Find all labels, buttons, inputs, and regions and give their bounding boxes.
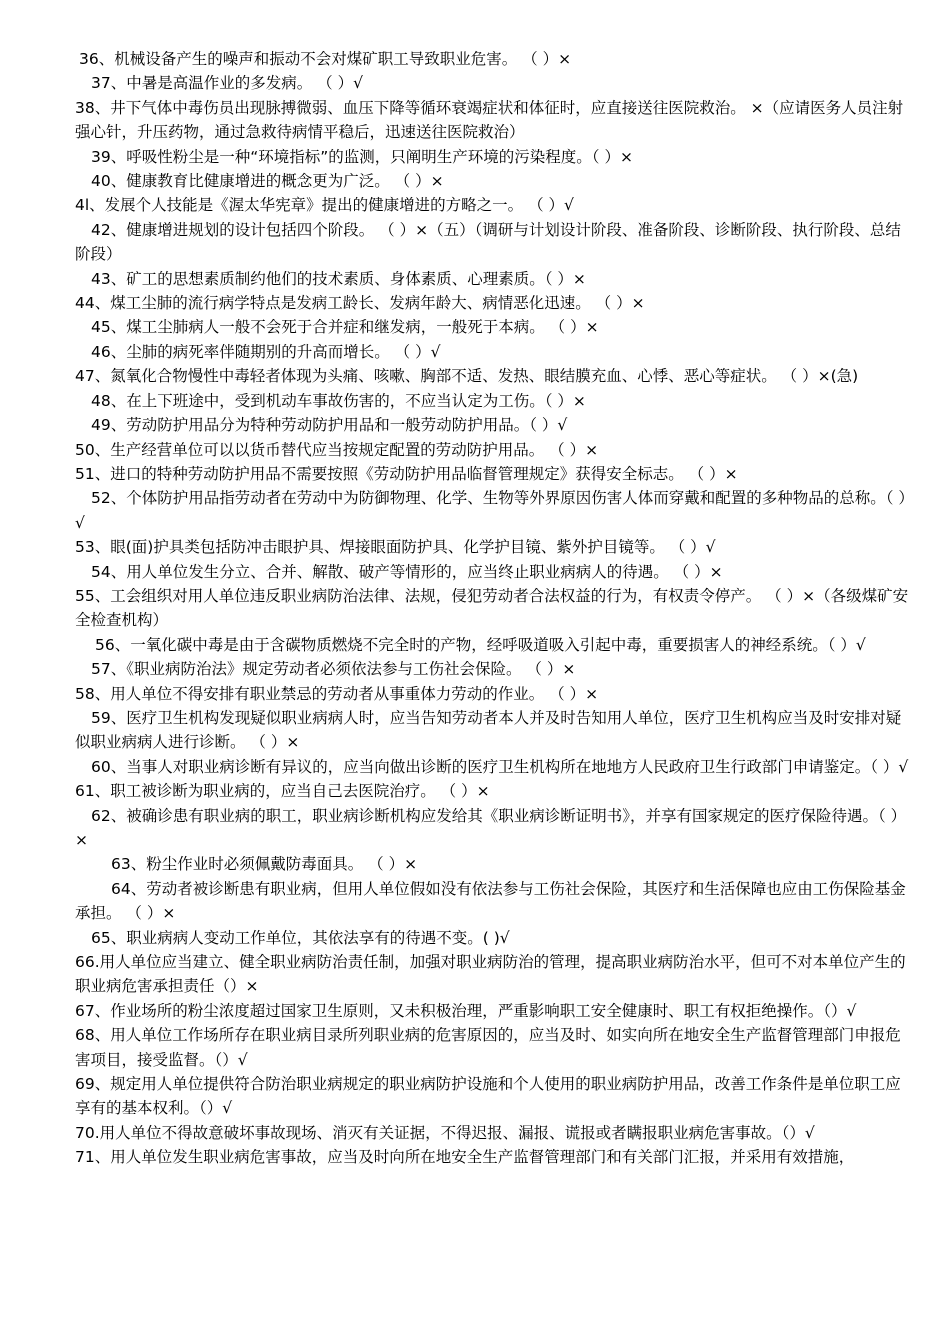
- question-51: 51、进口的特种劳动防护用品不需要按照《劳动防护用品临督管理规定》获得安全标志。 （ ）×: [75, 464, 738, 483]
- question-49: 49、劳动防护用品分为特种劳动防护用品和一般劳动防护用品。（ ）√: [91, 416, 568, 435]
- question-67: 67、作业场所的粉尘浓度超过国家卫生原则，又未积极治理，严重影响职工安全健康时、职工有权拒绝操作。（）√: [75, 1001, 857, 1020]
- question-46: 46、尘肺的病死率伴随期别的升高而增长。 （ ）√: [91, 342, 441, 361]
- question-66: 66.用人单位应当建立、健全职业病防治责任制，加强对职业病防治的管理，提高职业病防治水平，但可不对本单位产生的职业病危害承担责任（）×: [75, 953, 906, 996]
- question-60: 60、当事人对职业病诊断有异议的，应当向做出诊断的医疗卫生机构所在地地方人民政府卫生行政部门申请鉴定。（ ）√: [91, 757, 909, 776]
- question-38: 38、井下气体中毒伤员出现脉搏微弱、血压下降等循环衰竭症状和体征时，应直接送往医院救治。 ×（应请医务人员注射强心针，升压药物，通过急救待病情平稳后，迅速送往医院救治）: [75, 98, 904, 142]
- question-48: 48、在上下班途中，受到机动车事故伤害的，不应当认定为工伤。（ ）×: [91, 391, 586, 410]
- question-42: 42、健康增进规划的设计包括四个阶段。 （ ）×（五）（调研与计划设计阶段、准备阶段、诊断阶段、执行阶段、总结阶段）: [75, 220, 901, 264]
- question-58: 58、用人单位不得安排有职业禁忌的劳动者从事重体力劳动的作业。 （ ）×: [75, 684, 599, 703]
- question-37: 37、中暑是高温作业的多发病。 （ ）√: [91, 74, 363, 93]
- question-47: 47、氮氧化合物慢性中毒轻者体现为头痛、咳嗽、胸部不适、发热、眼结膜充血、心悸、恶心等症状。 （ ）×(急): [75, 367, 859, 386]
- question-56: 56、一氧化碳中毒是由于含碳物质燃烧不完全时的产物，经呼吸道吸入引起中毒，重要损害人的神经系统。（ ）√: [95, 635, 866, 654]
- question-53: 53、眼(面)护具类包括防冲击眼护具、焊接眼面防护具、化学护目镜、紫外护目镜等。 （ ）√: [75, 538, 716, 557]
- question-55: 55、工会组织对用人单位违反职业病防治法律、法规，侵犯劳动者合法权益的行为，有权责令停产。 （ ）×（各级煤矿安全检查机构）: [75, 586, 909, 630]
- question-44: 44、煤工尘肺的流行病学特点是发病工龄长、发病年龄大、病情恶化迅速。 （ ）×: [75, 294, 645, 313]
- question-68: 68、用人单位工作场所存在职业病目录所列职业病的危害原因的，应当及时、如实向所在地安全生产监督管理部门申报危害项目，接受监督。（）√: [75, 1026, 901, 1069]
- question-70: 70.用人单位不得故意破坏事故现场、消灭有关证据，不得迟报、漏报、谎报或者瞒报职业病危害事故。（）√: [75, 1123, 815, 1142]
- question-50: 50、生产经营单位可以以货币替代应当按规定配置的劳动防护用品。 （ ）×: [75, 440, 599, 459]
- question-41: 4l、发展个人技能是《渥太华宪章》提出的健康增进的方略之一。 （ ）√: [75, 196, 574, 215]
- question-43: 43、矿工的思想素质制约他们的技术素质、身体素质、心理素质。（ ）×: [91, 269, 586, 288]
- question-59: 59、医疗卫生机构发现疑似职业病病人时，应当告知劳动者本人并及时告知用人单位，医疗卫生机构应当及时安排对疑似职业病病人进行诊断。 （ ）×: [75, 708, 902, 752]
- question-36: 36、机械设备产生的噪声和振动不会对煤矿职工导致职业危害。 （ ）×: [79, 50, 572, 68]
- question-54: 54、用人单位发生分立、合并、解散、破产等情形的，应当终止职业病病人的待遇。 （ ）×: [91, 562, 723, 581]
- question-69: 69、规定用人单位提供符合防治职业病规定的职业病防护设施和个人使用的职业病防护用品，改善工作条件是单位职工应享有的基本权利。（）√: [75, 1075, 901, 1118]
- question-63: 63、粉尘作业时必须佩戴防毒面具。 （ ）×: [111, 855, 418, 874]
- question-65: 65、职业病病人变动工作单位，其依法享有的待遇不变。( )√: [91, 928, 510, 947]
- question-39: 39、呼吸性粉尘是一种“环境指标”的监测，只阐明生产环境的污染程度。（ ）×: [91, 147, 633, 166]
- question-40: 40、健康教育比健康增进的概念更为广泛。 （ ）×: [91, 172, 444, 191]
- question-61: 61、职工被诊断为职业病的，应当自己去医院治疗。 （ ）×: [75, 782, 490, 801]
- question-64: 64、劳动者被诊断患有职业病，但用人单位假如没有依法参与工伤社会保险，其医疗和生活保障也应由工伤保险基金承担。 （ ）×: [75, 879, 906, 923]
- question-62: 62、被确诊患有职业病的职工，职业病诊断机构应发给其《职业病诊断证明书》，并享有国家规定的医疗保险待遇。（ ）×: [75, 806, 907, 849]
- question-52: 52、个体防护用品指劳动者在劳动中为防御物理、化学、生物等外界原因伤害人体而穿戴和配置的多种物品的总称。（ ）√: [75, 489, 907, 532]
- question-45: 45、煤工尘肺病人一般不会死于合并症和继发病，一般死于本病。 （ ）×: [91, 318, 599, 337]
- question-57: 57、《职业病防治法》规定劳动者必须依法参与工伤社会保险。 （ ）×: [91, 660, 576, 679]
- question-71: 71、用人单位发生职业病危害事故，应当及时向所在地安全生产监督管理部门和有关部门汇报，并采用有效措施，: [75, 1148, 855, 1167]
